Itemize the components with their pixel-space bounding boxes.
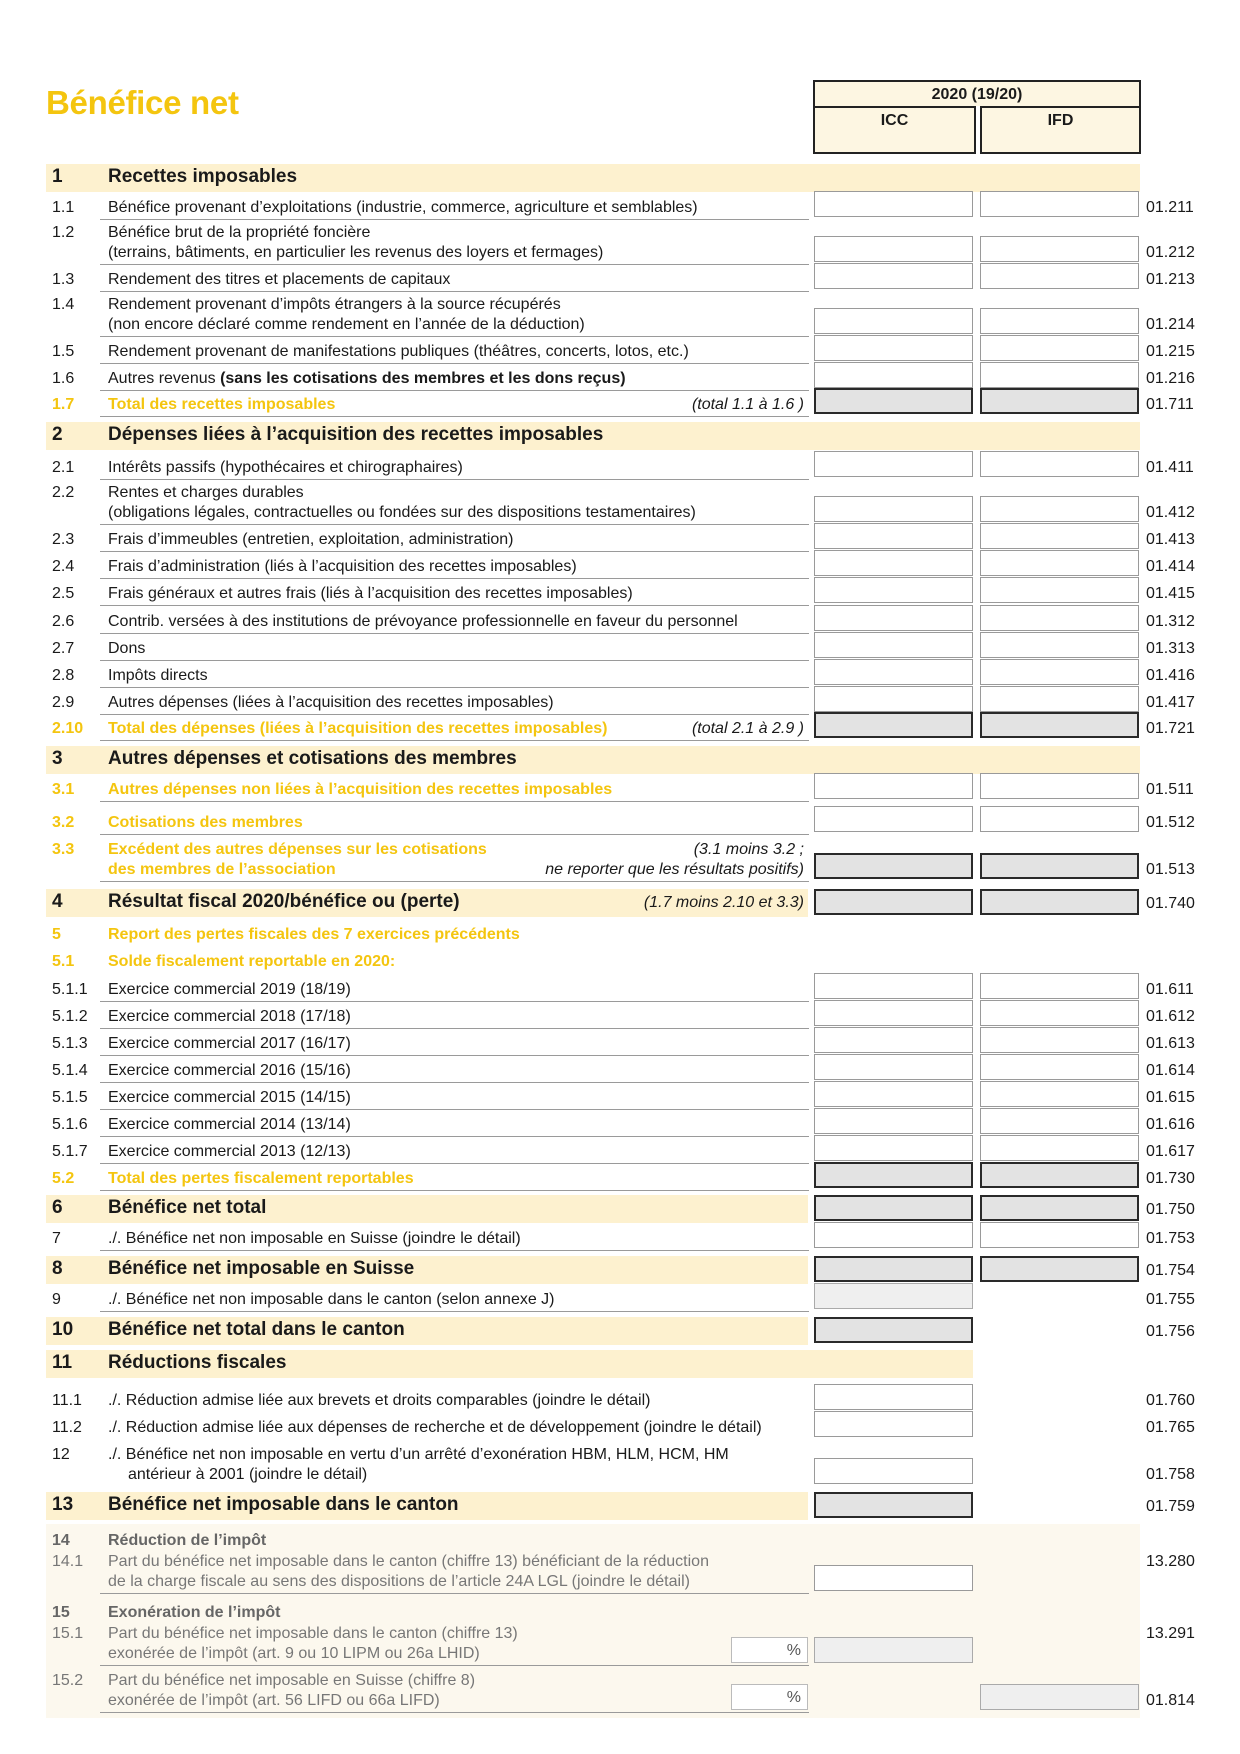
ifd-input[interactable] (980, 1027, 1139, 1053)
section-title: Bénéfice net total (108, 1197, 267, 1218)
field-code: 01.612 (1146, 1008, 1195, 1025)
ifd-input[interactable] (980, 523, 1139, 549)
ifd-total-field (980, 1256, 1139, 1282)
icc-total-field (814, 1162, 973, 1188)
row-number: 5.1.1 (52, 981, 88, 998)
field-code: 01.765 (1146, 1419, 1195, 1436)
row-number: 2.8 (52, 667, 75, 684)
field-code: 01.212 (1146, 244, 1195, 261)
field-code: 01.754 (1146, 1262, 1195, 1279)
ifd-input[interactable] (980, 686, 1139, 712)
ifd-total-field (980, 853, 1139, 879)
icc-column-label: ICC (880, 112, 909, 129)
icc-input[interactable] (814, 1458, 973, 1484)
row-label: Part du bénéfice net imposable en Suisse (chiffre 8) (108, 1672, 476, 1689)
field-code: 01.413 (1146, 531, 1195, 548)
field-code: 01.216 (1146, 370, 1195, 387)
field-code: 01.613 (1146, 1035, 1195, 1052)
ifd-input[interactable] (980, 362, 1139, 388)
row-number: 7 (52, 1230, 61, 1247)
field-code: 01.611 (1146, 981, 1194, 998)
row-label: Rendement provenant d’impôts étrangers à la source récupérés (108, 296, 561, 313)
icc-input[interactable] (814, 1108, 973, 1134)
row-label: Frais d’immeubles (entretien, exploitation, administration) (108, 531, 514, 548)
page-title: Bénéfice net (46, 84, 239, 121)
row-number: 1.3 (52, 271, 75, 288)
ifd-input[interactable] (980, 550, 1139, 576)
row-label: Exercice commercial 2018 (17/18) (108, 1008, 351, 1025)
ifd-input[interactable] (980, 806, 1139, 832)
ifd-input[interactable] (980, 451, 1139, 477)
section-number: 2 (52, 424, 63, 445)
row-number: 3.1 (52, 781, 75, 798)
period-label: 2020 (19/20) (931, 86, 1023, 103)
percentage-input[interactable]: % (731, 1684, 808, 1710)
ifd-input[interactable] (980, 1135, 1139, 1161)
section-number: 4 (52, 891, 63, 912)
field-code: 01.312 (1146, 613, 1195, 630)
icc-total-field (814, 889, 973, 915)
field-code: 01.215 (1146, 343, 1195, 360)
section-title: Réduction de l’impôt (108, 1532, 267, 1549)
icc-input[interactable] (814, 1565, 973, 1591)
field-code: 01.753 (1146, 1230, 1195, 1247)
icc-input[interactable] (814, 496, 973, 522)
row-label: Rendement des titres et placements de capitaux (108, 271, 451, 288)
row-number: 3.2 (52, 814, 75, 831)
row-number: 2.1 (52, 459, 75, 476)
row-number: 5 (52, 926, 61, 943)
ifd-input[interactable] (980, 773, 1139, 799)
ifd-input[interactable] (980, 973, 1139, 999)
row-number: 2.10 (52, 720, 84, 737)
row-hint-line2: ne reporter que les résultats positifs) (545, 861, 804, 878)
section-number: 8 (52, 1258, 63, 1279)
ifd-input[interactable] (980, 496, 1139, 522)
field-code: 01.614 (1146, 1062, 1195, 1079)
row-number: 5.2 (52, 1170, 75, 1187)
row-label: Bénéfice brut de la propriété foncière (108, 224, 371, 241)
ifd-input[interactable] (980, 659, 1139, 685)
icc-input[interactable] (814, 1222, 973, 1248)
field-code: 01.416 (1146, 667, 1195, 684)
row-number: 11.2 (52, 1419, 82, 1436)
icc-input[interactable] (814, 1135, 973, 1161)
ifd-input[interactable] (980, 308, 1139, 334)
ifd-input[interactable] (980, 335, 1139, 361)
field-code: 13.291 (1146, 1625, 1195, 1642)
field-code: 01.616 (1146, 1116, 1195, 1133)
row-label: Exercice commercial 2016 (15/16) (108, 1062, 351, 1079)
row-label: Solde fiscalement reportable en 2020: (108, 953, 396, 970)
field-code: 01.511 (1146, 781, 1194, 798)
row-label: ./. Bénéfice net non imposable dans le canton (selon annexe J) (108, 1291, 555, 1308)
field-code: 01.711 (1146, 396, 1194, 413)
icc-input[interactable] (814, 451, 973, 477)
row-label-line2: antérieur à 2001 (joindre le détail) (128, 1466, 368, 1483)
row-number: 2.9 (52, 694, 75, 711)
row-number: 2.7 (52, 640, 75, 657)
icc-total-field (814, 853, 973, 879)
section-number: 6 (52, 1197, 63, 1218)
section-number: 14 (52, 1532, 70, 1549)
field-code: 01.415 (1146, 585, 1195, 602)
row-number: 1.2 (52, 224, 75, 241)
row-label: Exercice commercial 2013 (12/13) (108, 1143, 351, 1160)
ifd-input[interactable] (980, 191, 1139, 217)
row-label: Contrib. versées à des institutions de prévoyance professionnelle en faveur du personnel (108, 613, 738, 630)
icc-input[interactable] (814, 1384, 973, 1410)
section-number: 11 (52, 1352, 73, 1373)
icc-input[interactable] (814, 191, 973, 217)
field-code: 01.756 (1146, 1323, 1195, 1340)
row-number: 5.1 (52, 953, 75, 970)
row-number: 5.1.6 (52, 1116, 88, 1133)
icc-input[interactable] (814, 1411, 973, 1437)
row-label: Frais généraux et autres frais (liés à l’acquisition des recettes imposables) (108, 585, 633, 602)
row-label: Exercice commercial 2019 (18/19) (108, 981, 351, 998)
row-number: 9 (52, 1291, 61, 1308)
row-label: ./. Réduction admise liée aux brevets et droits comparables (joindre le détail) (108, 1392, 651, 1409)
section-number: 1 (52, 166, 63, 187)
row-label: ./. Bénéfice net non imposable en vertu d’un arrêté d’exonération HBM, HLM, HCM, HM (108, 1446, 729, 1463)
total-label: Total des recettes imposables (108, 396, 336, 413)
row-label: Part du bénéfice net imposable dans le canton (chiffre 13) (108, 1625, 518, 1642)
row-number: 3.3 (52, 841, 75, 858)
field-code: 01.214 (1146, 316, 1195, 333)
icc-input[interactable] (814, 308, 973, 334)
row-label: ./. Bénéfice net non imposable en Suisse (joindre le détail) (108, 1230, 521, 1247)
field-code: 01.758 (1146, 1466, 1195, 1483)
row-number: 2.5 (52, 585, 75, 602)
section-title: Autres dépenses et cotisations des membres (108, 748, 517, 769)
row-label: Autres dépenses (liées à l’acquisition des recettes imposables) (108, 694, 554, 711)
icc-input[interactable] (814, 523, 973, 549)
total-label: Total des pertes fiscalement reportables (108, 1170, 414, 1187)
field-code: 01.750 (1146, 1201, 1195, 1218)
total-hint: (total 2.1 à 2.9 ) (691, 720, 804, 737)
ifd-input[interactable] (980, 1108, 1139, 1134)
section-title: Exonération de l’impôt (108, 1604, 281, 1621)
section-title: Bénéfice net imposable dans le canton (108, 1494, 459, 1515)
field-code: 01.412 (1146, 504, 1195, 521)
section-title: Réductions fiscales (108, 1352, 287, 1373)
section-title: Bénéfice net total dans le canton (108, 1319, 405, 1340)
ifd-input[interactable] (980, 236, 1139, 262)
section-number: 15 (52, 1604, 70, 1621)
row-number: 5.1.4 (52, 1062, 88, 1079)
icc-total-field (814, 1317, 973, 1343)
icc-input[interactable] (814, 236, 973, 262)
ifd-input[interactable] (980, 1081, 1139, 1107)
row-label: ./. Réduction admise liée aux dépenses de recherche et de développement (joindre le détail) (108, 1419, 762, 1436)
row-number: 5.1.2 (52, 1008, 88, 1025)
icc-input[interactable] (814, 605, 973, 631)
icc-input[interactable] (814, 577, 973, 603)
row-number: 11.1 (52, 1392, 82, 1409)
icc-total-field (814, 1256, 973, 1282)
row-label-line2: de la charge fiscale au sens des dispositions de l’article 24A LGL (joindre le détail) (108, 1573, 690, 1590)
row-label: Excédent des autres dépenses sur les cotisations (108, 841, 487, 858)
row-number: 5.1.5 (52, 1089, 88, 1106)
row-number: 2.3 (52, 531, 75, 548)
field-code: 01.759 (1146, 1498, 1195, 1515)
row-number: 2.4 (52, 558, 75, 575)
row-number: 1.5 (52, 343, 75, 360)
row-number: 1.6 (52, 370, 75, 387)
row-label: Cotisations des membres (108, 814, 303, 831)
icc-input[interactable] (814, 550, 973, 576)
section-number: 3 (52, 748, 63, 769)
percentage-input[interactable]: % (731, 1637, 808, 1663)
section-title: Bénéfice net imposable en Suisse (108, 1258, 415, 1279)
row-number: 15.1 (52, 1625, 84, 1642)
icc-input[interactable] (814, 773, 973, 799)
row-label-line2: exonérée de l’impôt (art. 56 LIFD ou 66a LIFD) (108, 1692, 440, 1709)
icc-input[interactable] (814, 659, 973, 685)
field-code: 01.617 (1146, 1143, 1195, 1160)
total-label: Total des dépenses (liées à l’acquisition des recettes imposables) (108, 720, 608, 737)
ifd-total-field (980, 712, 1139, 738)
field-code: 01.721 (1146, 720, 1195, 737)
row-label: Exercice commercial 2015 (14/15) (108, 1089, 351, 1106)
row-hint: (3.1 moins 3.2 ; (693, 841, 804, 858)
ifd-total-field (980, 388, 1139, 414)
ifd-input[interactable] (980, 632, 1139, 658)
row-number: 1.1 (52, 199, 75, 216)
field-code: 01.411 (1146, 459, 1194, 476)
field-code: 01.760 (1146, 1392, 1195, 1409)
row-label: Rentes et charges durables (108, 484, 304, 501)
field-code: 01.615 (1146, 1089, 1195, 1106)
section-title: Résultat fiscal 2020/bénéfice ou (perte) (108, 891, 460, 912)
row-number: 1.7 (52, 396, 75, 413)
ifd-input[interactable] (980, 1684, 1139, 1710)
ifd-input[interactable] (980, 1054, 1139, 1080)
section-number: 13 (52, 1494, 74, 1515)
row-number: 2.6 (52, 613, 75, 630)
icc-total-field (814, 1492, 973, 1518)
field-code: 01.740 (1146, 895, 1195, 912)
row-number: 15.2 (52, 1672, 84, 1689)
row-number: 2.2 (52, 484, 75, 501)
total-hint: (total 1.1 à 1.6 ) (691, 396, 804, 413)
ifd-input[interactable] (980, 263, 1139, 289)
field-code: 01.313 (1146, 640, 1195, 657)
section-number: 10 (52, 1319, 74, 1340)
row-label: Bénéfice provenant d’exploitations (industrie, commerce, agriculture et semblables) (108, 199, 698, 216)
field-code: 13.280 (1146, 1553, 1195, 1570)
row-label: Intérêts passifs (hypothécaires et chirographaires) (108, 459, 463, 476)
row-label: Impôts directs (108, 667, 208, 684)
section-title: Dépenses liées à l’acquisition des recettes imposables (108, 424, 604, 445)
field-code: 01.211 (1146, 199, 1194, 216)
icc-input[interactable] (814, 1081, 973, 1107)
ifd-total-field (980, 1162, 1139, 1188)
icc-total-field (814, 1195, 973, 1221)
field-code: 01.512 (1146, 814, 1195, 831)
icc-input[interactable] (814, 806, 973, 832)
field-code: 01.814 (1146, 1692, 1195, 1709)
icc-input[interactable] (814, 1283, 973, 1309)
row-label-line2: exonérée de l’impôt (art. 9 ou 10 LIPM ou 26a LHID) (108, 1645, 480, 1662)
icc-input[interactable] (814, 335, 973, 361)
row-label: Frais d’administration (liés à l’acquisition des recettes imposables) (108, 558, 577, 575)
ifd-input[interactable] (980, 605, 1139, 631)
icc-input[interactable] (814, 1000, 973, 1026)
row-label: Autres dépenses non liées à l’acquisition des recettes imposables (108, 781, 613, 798)
row-number: 5.1.3 (52, 1035, 88, 1052)
row-label: Exercice commercial 2014 (13/14) (108, 1116, 351, 1133)
ifd-total-field (980, 1195, 1139, 1221)
icc-input[interactable] (814, 686, 973, 712)
icc-input[interactable] (814, 973, 973, 999)
row-number: 5.1.7 (52, 1143, 88, 1160)
row-number: 14.1 (52, 1553, 84, 1570)
field-code: 01.417 (1146, 694, 1195, 711)
icc-input[interactable] (814, 263, 973, 289)
row-label-line2: des membres de l’association (108, 861, 336, 878)
section-hint: (1.7 moins 2.10 et 3.3) (643, 894, 804, 911)
icc-input[interactable] (814, 632, 973, 658)
icc-input[interactable] (814, 1054, 973, 1080)
field-code: 01.213 (1146, 271, 1195, 288)
ifd-input[interactable] (980, 1000, 1139, 1026)
row-label: Dons (108, 640, 146, 657)
field-code: 01.730 (1146, 1170, 1195, 1187)
section-title: Recettes imposables (108, 166, 298, 187)
field-code: 01.513 (1146, 861, 1195, 878)
row-label: Part du bénéfice net imposable dans le canton (chiffre 13) bénéficiant de la réduction (108, 1553, 709, 1570)
row-label: Rendement provenant de manifestations publiques (théâtres, concerts, lotos, etc.) (108, 343, 689, 360)
ifd-input[interactable] (980, 577, 1139, 603)
row-label-line2: (obligations légales, contractuelles ou fondées sur des dispositions testamentaires) (108, 504, 696, 521)
row-label-line2: (terrains, bâtiments, en particulier les revenus des loyers et fermages) (108, 244, 604, 261)
ifd-total-field (980, 889, 1139, 915)
icc-input[interactable] (814, 1637, 973, 1663)
icc-input[interactable] (814, 1027, 973, 1053)
icc-input[interactable] (814, 362, 973, 388)
ifd-column-label: IFD (1047, 112, 1074, 129)
row-label: Exercice commercial 2017 (16/17) (108, 1035, 351, 1052)
row-number: 12 (52, 1446, 70, 1463)
ifd-input[interactable] (980, 1222, 1139, 1248)
row-number: 1.4 (52, 296, 75, 313)
field-code: 01.755 (1146, 1291, 1195, 1308)
field-code: 01.414 (1146, 558, 1195, 575)
row-label: Autres revenus (sans les cotisations des membres et les dons reçus) (108, 370, 626, 387)
icc-total-field (814, 388, 973, 414)
icc-total-field (814, 712, 973, 738)
row-label: Report des pertes fiscales des 7 exercices précédents (108, 926, 520, 943)
row-label-line2: (non encore déclaré comme rendement en l’année de la déduction) (108, 316, 585, 333)
